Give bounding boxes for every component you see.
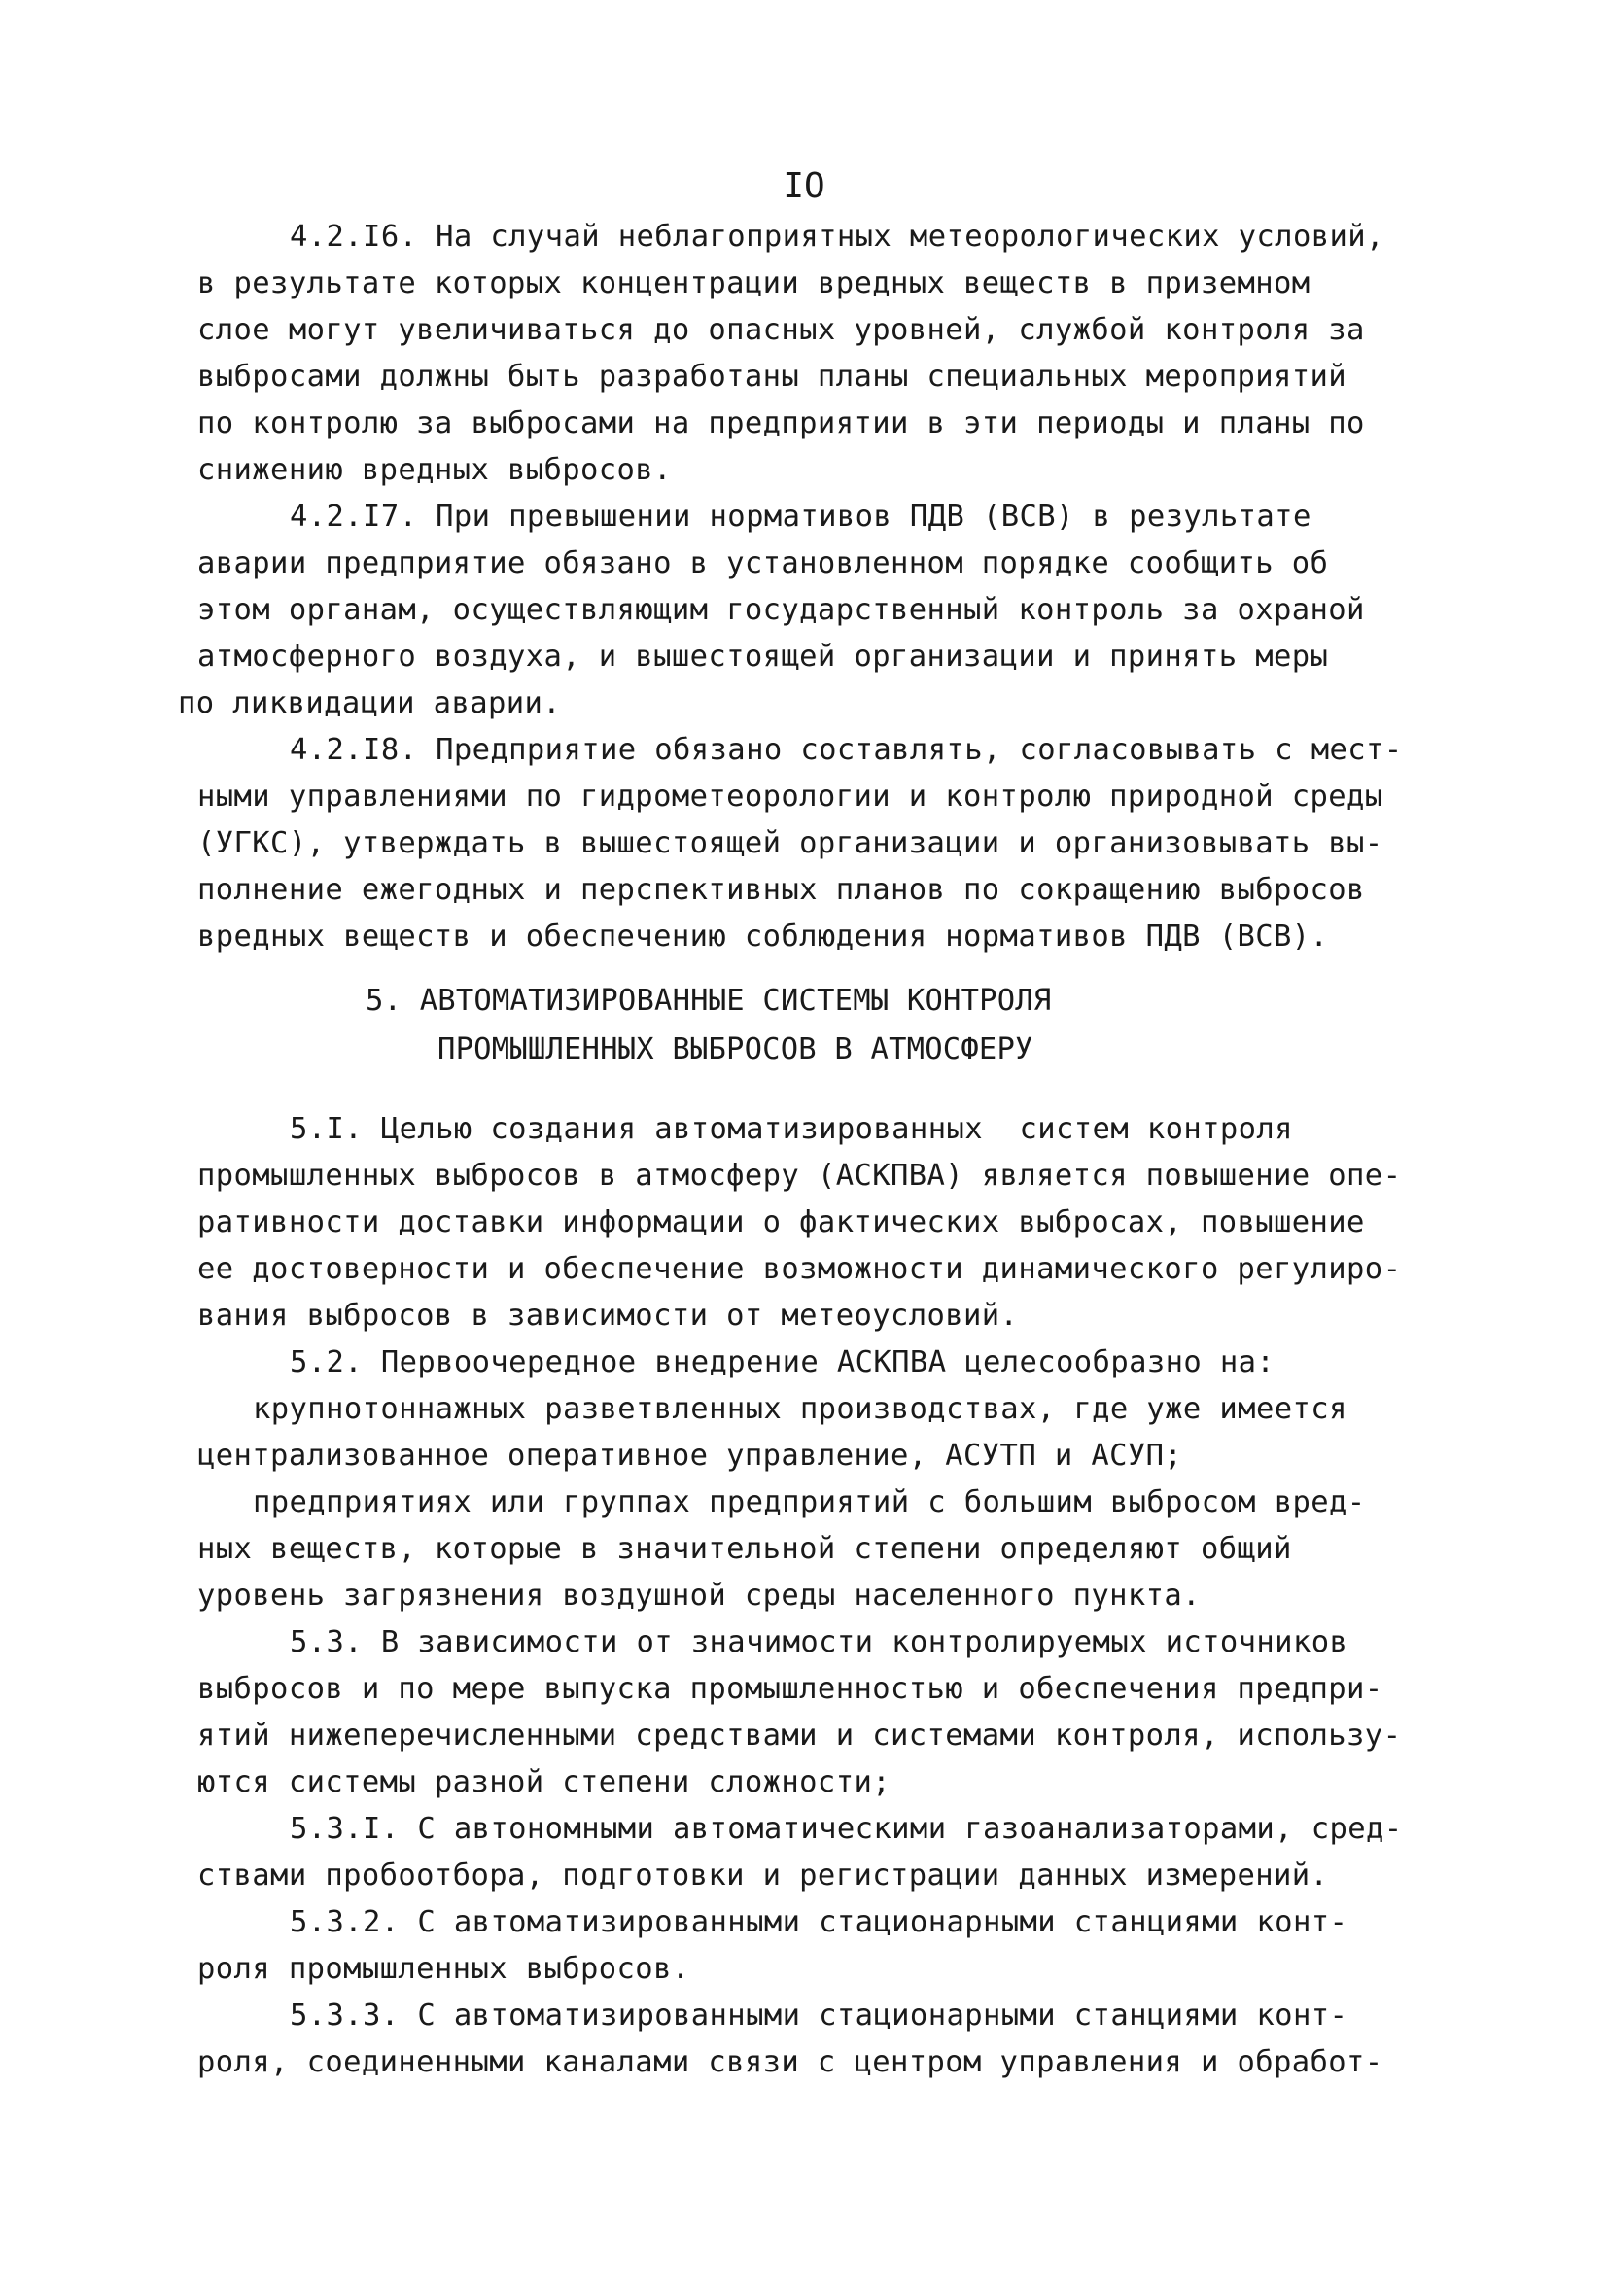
text-line: слое могут увеличиваться до опасных уровней, службой контроля за <box>197 313 1365 347</box>
text-line: ятий нижеперечисленными средствами и системами контроля, использу- <box>197 1719 1402 1753</box>
text-line: промышленных выбросов в атмосферу (АСКПВА) является повышение опе- <box>197 1159 1402 1193</box>
text-line: 5.2. Первоочередное внедрение АСКПВА целесообразно на: <box>290 1345 1276 1379</box>
text-line: снижению вредных выбросов. <box>197 453 672 487</box>
text-line: централизованное оперативное управление, АСУТП и АСУП; <box>197 1439 1183 1473</box>
text-line: крупнотоннажных разветвленных производствах, где уже имеется <box>253 1392 1347 1426</box>
text-line: 5.I. Целью создания автоматизированных систем контроля <box>290 1112 1293 1146</box>
text-line: вания выбросов в зависимости от метеоусловий. <box>197 1299 1019 1333</box>
text-line: полнение ежегодных и перспективных планов по сокращению выбросов <box>197 873 1365 907</box>
text-line: ее достоверности и обеспечение возможности динамического регулиро- <box>197 1252 1402 1286</box>
text-line: выбросов и по мере выпуска промышленностью и обеспечения предпри- <box>197 1672 1383 1706</box>
text-line: 5.3.2. С автоматизированными стационарными станциями конт- <box>290 1905 1348 1939</box>
text-line: этом органам, осуществляющим государственный контроль за охраной <box>197 593 1365 627</box>
text-line: 4.2.I6. На случай неблагоприятных метеорологических условий, <box>290 220 1384 254</box>
page-number: IO <box>783 166 825 206</box>
text-line: ных веществ, которые в значительной степени определяют общий <box>197 1532 1292 1566</box>
text-line: ными управлениями по гидрометеорологии и контролю природной среды <box>197 780 1383 814</box>
heading-line: ПРОМЫШЛЕННЫХ ВЫБРОСОВ В АТМОСФЕРУ <box>437 1032 1033 1066</box>
text-line: 5.3. В зависимости от значимости контролируемых источников <box>290 1625 1348 1659</box>
text-line: 4.2.I8. Предприятие обязано составлять, согласовывать с мест- <box>290 733 1403 767</box>
text-line: аварии предприятие обязано в установленном порядке сообщить об <box>197 546 1329 580</box>
text-line: в результате которых концентрации вредных веществ в приземном <box>197 266 1311 300</box>
text-line: уровень загрязнения воздушной среды населенного пункта. <box>197 1579 1201 1613</box>
text-line: (УГКС), утверждать в вышестоящей организации и организовывать вы- <box>197 826 1383 860</box>
text-line: по контролю за выбросами на предприятии в эти периоды и планы по <box>197 406 1365 440</box>
text-line: 5.3.3. С автоматизированными стационарными станциями конт- <box>290 1999 1348 2033</box>
text-line: выбросами должны быть разработаны планы специальных мероприятий <box>197 360 1347 394</box>
text-line: 4.2.I7. При превышении нормативов ПДВ (ВСВ) в результате <box>290 500 1311 534</box>
text-line: роля, соединенными каналами связи с центром управления и обработ- <box>197 2045 1383 2079</box>
text-line: предприятиях или группах предприятий с большим выбросом вред- <box>253 1485 1366 1519</box>
text-line: 5.3.I. С автономными автоматическими газоанализаторами, сред- <box>290 1812 1403 1846</box>
text-line: атмосферного воздуха, и вышестоящей организации и принять меры <box>197 640 1329 674</box>
text-line: по ликвидации аварии. <box>178 686 562 720</box>
text-line: роля промышленных выбросов. <box>197 1952 690 1986</box>
text-line: вредных веществ и обеспечению соблюдения нормативов ПДВ (ВСВ). <box>197 920 1329 954</box>
text-line: ствами пробоотбора, подготовки и регистрации данных измерений. <box>197 1859 1329 1893</box>
text-line: ративности доставки информации о фактических выбросах, повышение <box>197 1205 1365 1239</box>
heading-line: 5. АВТОМАТИЗИРОВАННЫЕ СИСТЕМЫ КОНТРОЛЯ <box>366 984 1052 1018</box>
text-line: ются системы разной степени сложности; <box>197 1765 891 1799</box>
